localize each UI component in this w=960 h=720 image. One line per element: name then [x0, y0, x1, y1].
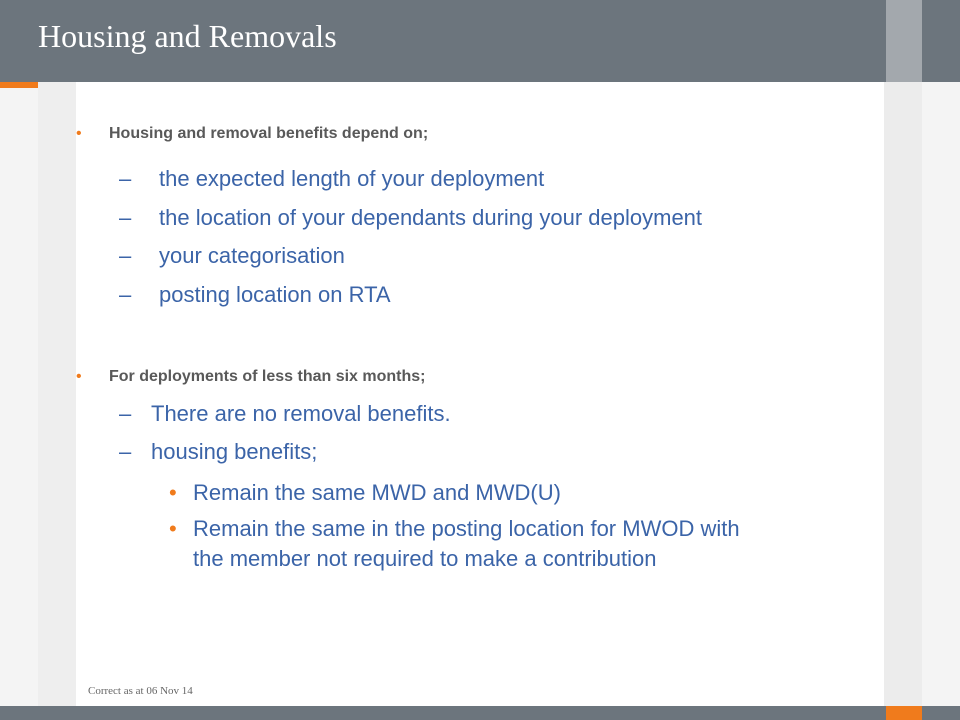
orange-accent-block	[0, 82, 38, 88]
sub-list-item-text: the member not required to make a contribution	[193, 546, 657, 571]
footer-accent-block	[886, 706, 922, 720]
list-item-text: There are no removal benefits.	[151, 401, 451, 426]
bullet-icon: •	[76, 368, 82, 385]
list-item-text: your categorisation	[159, 243, 345, 268]
dash-icon: –	[119, 205, 132, 230]
sub-list-item-text: Remain the same MWD and MWD(U)	[193, 480, 561, 505]
dash-icon: –	[119, 439, 132, 464]
section1-heading: Housing and removal benefits depend on;	[109, 125, 429, 142]
bullet-icon: •	[169, 516, 177, 541]
footer-note: Correct as at 06 Nov 14	[88, 685, 193, 697]
header-accent-strip	[886, 0, 922, 82]
sub-list-item-text: Remain the same in the posting location for MWOD with	[193, 516, 740, 541]
slide-title: Housing and Removals	[38, 18, 337, 54]
dash-icon: –	[119, 243, 132, 268]
bullet-icon: •	[76, 125, 82, 142]
footer-bar	[0, 706, 960, 720]
list-item-text: housing benefits;	[151, 439, 318, 464]
dash-icon: –	[119, 401, 132, 426]
dash-icon: –	[119, 282, 132, 307]
section2-heading: For deployments of less than six months;	[109, 368, 426, 385]
list-item-text: posting location on RTA	[159, 282, 391, 307]
dash-icon: –	[119, 166, 132, 191]
bullet-icon: •	[169, 480, 177, 505]
right-margin-band	[884, 82, 922, 706]
list-item-text: the location of your dependants during your deployment	[159, 205, 703, 230]
list-item-text: the expected length of your deployment	[159, 166, 545, 191]
left-margin-band	[38, 82, 76, 706]
